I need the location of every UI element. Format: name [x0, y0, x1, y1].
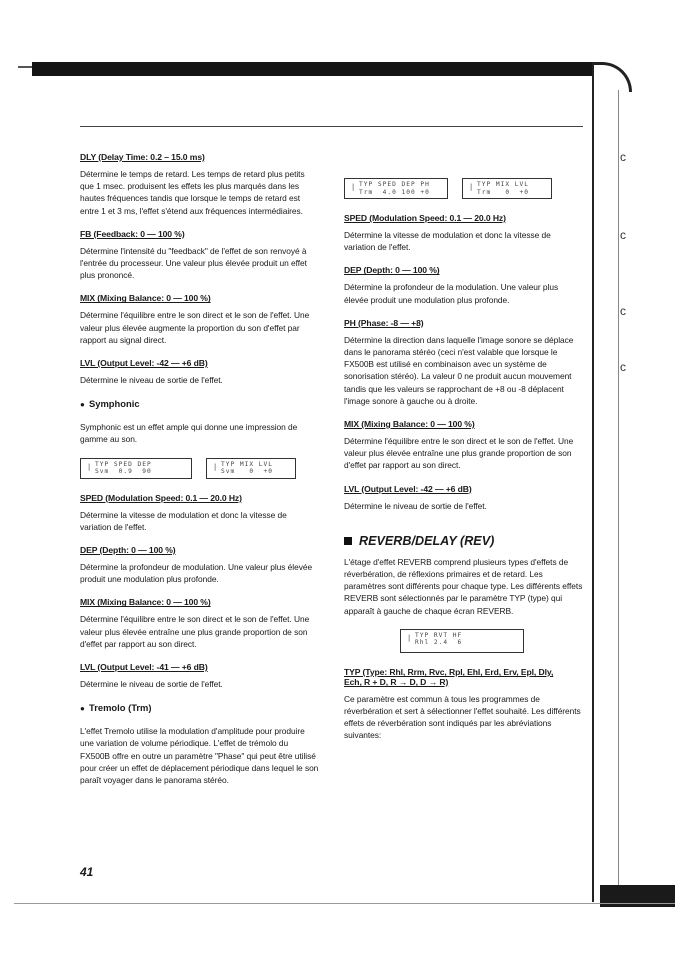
mix-text: Détermine l'équilibre entre le son direct et le son de l'effet. Une valeur plus élevée augmente la proportion du son d'effet par rapport au signal direct. [80, 310, 310, 345]
left-column [80, 152, 320, 798]
ph-heading: PH (Phase: -8 — +8) [344, 317, 424, 328]
typ-heading: TYP (Type: Rhl, Rrm, Rvc, Rpl, Ehl, Erd, Erv, Epl, Dly, [344, 666, 554, 677]
symphonic-lcd-row [80, 458, 320, 479]
dep-heading: DEP (Depth: 0 — 100 %) [344, 265, 440, 276]
lcd-display [400, 629, 524, 653]
dep-text: Détermine la profondeur de la modulation. Une valeur plus élevée produit une modulation plus profonde. [344, 282, 559, 305]
bottom-rule [14, 903, 675, 904]
sped-heading: SPED (Modulation Speed: 0.1 — 20.0 Hz) [80, 492, 242, 503]
sped-text: Détermine la vitesse de modulation et donc la vitesse de variation de l'effet. [80, 509, 287, 532]
symphonic-section-title [80, 398, 320, 409]
lvl-text: Détermine le niveau de sortie de l'effet. [344, 500, 487, 511]
mix2-text: Détermine l'équilibre entre le son direct et le son de l'effet. Une valeur plus élevée entraîne une plus grande proportion de son d'effet par rapport au son direct. [80, 614, 310, 649]
lcd-line: | TYP RVT HF [415, 631, 463, 639]
tremolo-section-title [80, 702, 320, 713]
lcd-line: Svm 0 +0 [221, 468, 273, 476]
header-bar [32, 62, 592, 76]
lvl2-heading: LVL (Output Level: -41 — +6 dB) [80, 662, 208, 673]
lcd-line: | TYP MIX LVL [477, 181, 529, 188]
lcd-display [462, 178, 552, 199]
mix-heading: MIX (Mixing Balance: 0 — 100 %) [80, 293, 211, 304]
edge-mark: c [620, 360, 626, 374]
lcd-line: Svm 0.9 90 [95, 468, 152, 476]
reverb-text: L'étage d'effet REVERB comprend plusieurs types d'effets de réverbération, de réflexions primaires et de retard. Les paramètres sont différents pour chaque type. Les différents effets REVERB sont sélectionnés par le paramètre TYP (type) qui apparaît à gauche de chaque écran REVERB. [344, 556, 583, 616]
bullet-icon: ● [80, 400, 85, 410]
sped-heading: SPED (Modulation Speed: 0.1 — 20.0 Hz) [344, 213, 506, 223]
bullet-icon: ● [80, 704, 85, 714]
lcd-line: Trm 4.0 100 +0 [359, 188, 430, 196]
edge-mark: c [620, 228, 626, 242]
header-rule [80, 126, 583, 127]
dly-heading: DLY (Delay Time: 0.2 – 15.0 ms) [80, 152, 205, 162]
dep-text: Détermine la profondeur de modulation. Une valeur plus élevée produit une modulation plus profonde. [80, 562, 313, 585]
page-right-edge [592, 62, 675, 902]
reverb-lcd-row [400, 629, 584, 653]
dep-heading: DEP (Depth: 0 — 100 %) [80, 545, 176, 556]
symphonic-text: Symphonic est un effet ample qui donne une impression de gamme au son. [80, 422, 298, 445]
tremolo-title: Tremolo (Trm) [89, 702, 152, 714]
mix-text: Détermine l'équilibre entre le son direct et le son de l'effet. Une valeur plus élevée entraîne une plus grande proportion de son d'effet par rapport au son direct. [344, 436, 574, 471]
mix-heading: MIX (Mixing Balance: 0 — 100 %) [344, 419, 475, 430]
page-number: 41 [80, 865, 94, 879]
mix2-heading: MIX (Mixing Balance: 0 — 100 %) [80, 597, 211, 608]
lcd-line: | TYP MIX LVL [221, 460, 273, 468]
tremolo-lcd-row [344, 178, 584, 199]
lcd-display [344, 178, 448, 199]
lcd-line: Trm 0 +0 [477, 188, 529, 196]
lcd-line: | TYP SPED DEP [95, 460, 152, 468]
lvl-heading: LVL (Output Level: -42 — +6 dB) [344, 483, 472, 494]
sped-text: Détermine la vitesse de modulation et donc la vitesse de variation de l'effet. [344, 230, 551, 253]
lcd-display [206, 458, 296, 479]
tremolo-text: L'effet Tremolo utilise la modulation d'amplitude pour produire une variation de volume périodique. L'effet de trémolo du FX500B offre en outre un paramètre "Phase" qui peut être utilisé pour créer un effet de déplacement périodique dans lequel le son paraît voyager dans le panorama stéréo. [80, 726, 319, 786]
edge-mark: c [620, 150, 626, 164]
dly-text: Détermine le temps de retard. Les temps de retard plus petits que 1 msec. produisent les effets les plus marqués dans les hautes fréquences tandis que lorsque le temps de retard est entre 1 et 3 ms, l'effet s'étend aux fréquences intermédiaires. [80, 169, 305, 216]
typ-text: Ce paramètre est commun à tous les programmes de réverbération et sert à sélectionner l'effet souhaité. Les différents effets de réverbération sont indiqués par les abréviations suivantes: [344, 693, 581, 741]
reverb-section-title [344, 534, 584, 548]
page-edge-inner-line [618, 90, 619, 890]
edge-mark: c [620, 304, 626, 318]
ph-text: Détermine la direction dans laquelle l'image sonore se déplace dans le panorama stéréo (ceci n'est valable que lorsque le FX500B est utilisé en combinaison avec un système de sonorisation stéréo). La valeur 0 ne produit aucun mouvement tandis que les valeurs se rapprochant de +8 ou -8 déplacent l'image sonore à gauche ou à droite. [344, 334, 574, 406]
lvl2-text: Détermine le niveau de sortie de l'effet. [80, 679, 223, 690]
lcd-line: | TYP SPED DEP PH [359, 181, 430, 188]
lvl-heading: LVL (Output Level: -42 — +6 dB) [80, 358, 208, 369]
fb-text: Détermine l'intensité du "feedback" de l'effet de son renvoyé à l'entrée du processeur. Une valeur plus élevée produit un effet plus prononcé. [80, 245, 307, 281]
reverb-title: REVERB/DELAY (REV) [359, 533, 495, 548]
fb-heading: FB (Feedback: 0 — 100 %) [80, 228, 185, 239]
right-column [344, 176, 584, 754]
typ-heading-cont: Ech, R + D, R → D, D → R) [344, 676, 449, 687]
lvl-text: Détermine le niveau de sortie de l'effet. [80, 375, 223, 386]
symphonic-title: Symphonic [89, 398, 140, 410]
square-bullet-icon [344, 537, 352, 545]
lcd-line: Rhl 2.4 6 [415, 639, 463, 647]
lcd-display [80, 458, 192, 479]
